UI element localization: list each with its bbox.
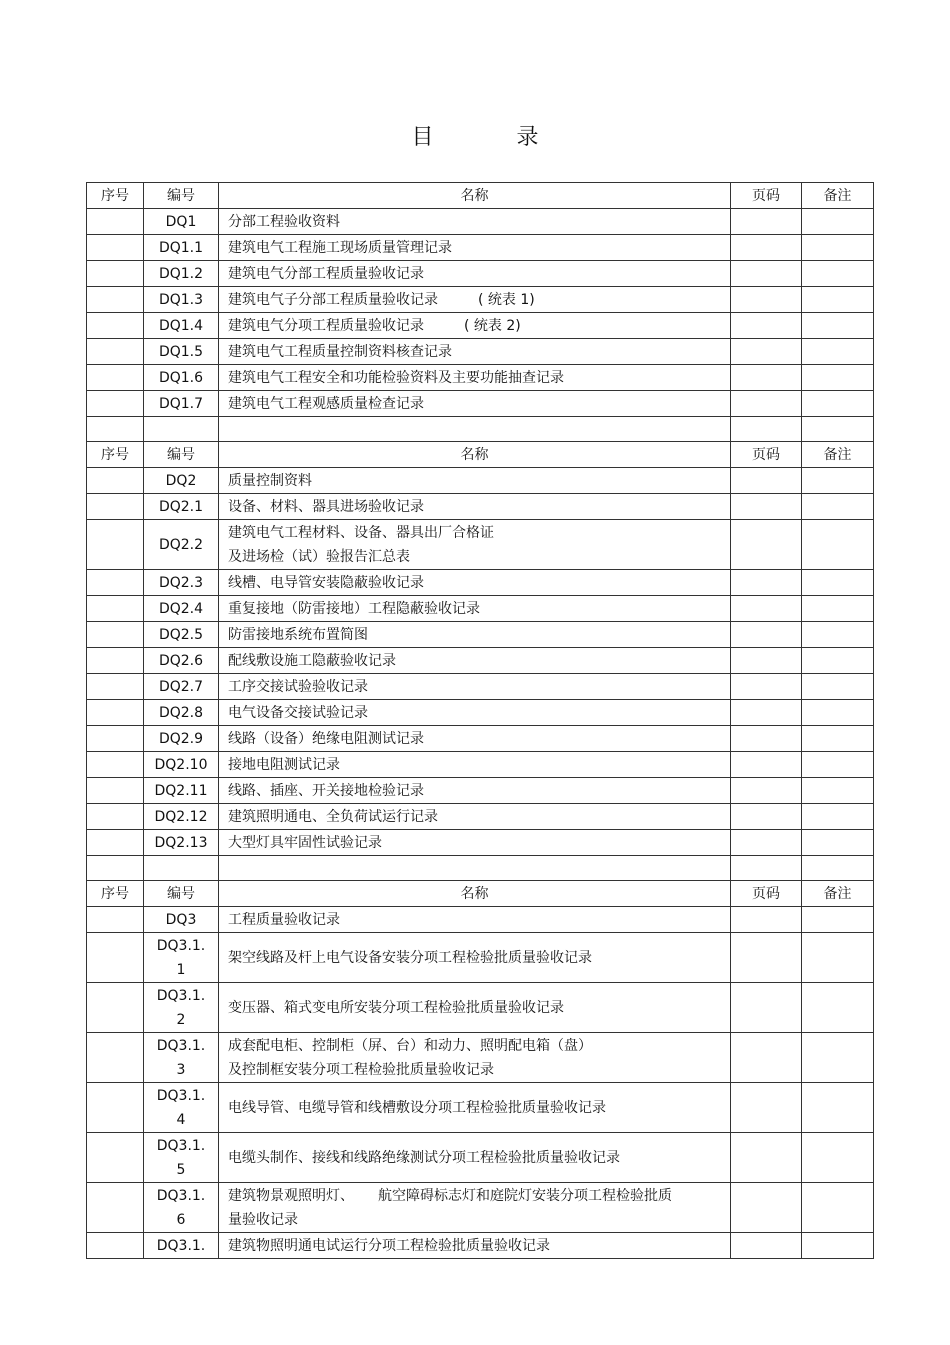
row-code-text: DQ2.2	[158, 536, 204, 553]
row-code-text: DQ2.5	[158, 626, 204, 643]
empty-cell	[802, 417, 874, 442]
row-seq	[87, 570, 144, 596]
row-code	[144, 622, 219, 648]
row-code-text: DQ3.1.	[156, 1037, 206, 1054]
table-row	[87, 1033, 874, 1083]
row-note	[802, 622, 874, 648]
empty-cell	[731, 856, 802, 881]
row-code-text: DQ2.4	[158, 600, 204, 617]
table-row	[87, 261, 874, 287]
row-page	[731, 287, 802, 313]
row-seq	[87, 468, 144, 494]
empty-cell	[219, 417, 731, 442]
row-name-text: 变压器、箱式变电所安装分项工程检验批质量验收记录	[228, 999, 564, 1016]
row-name-text: 建筑电气工程观感质量检查记录	[228, 395, 424, 412]
row-page	[731, 365, 802, 391]
row-name	[219, 674, 731, 700]
row-page	[731, 1083, 802, 1133]
row-page	[731, 1033, 802, 1083]
row-name-text: 建筑物景观照明灯、	[228, 1187, 354, 1204]
row-page	[731, 804, 802, 830]
row-seq	[87, 287, 144, 313]
header-code: 编号	[144, 183, 219, 209]
table-header-row	[87, 881, 874, 907]
row-page	[731, 570, 802, 596]
table-row	[87, 287, 874, 313]
row-name	[219, 235, 731, 261]
row-code-text-2: 2	[176, 1011, 186, 1028]
empty-cell	[144, 856, 219, 881]
row-code	[144, 933, 219, 983]
table-row	[87, 700, 874, 726]
row-page	[731, 752, 802, 778]
row-name-text: 建筑电气子分部工程质量验收记录	[228, 291, 438, 308]
header-page: 页码	[731, 183, 802, 209]
row-code	[144, 494, 219, 520]
row-name-text: 建筑电气工程材料、设备、器具出厂合格证	[228, 524, 494, 541]
row-seq	[87, 494, 144, 520]
row-seq	[87, 261, 144, 287]
row-code	[144, 313, 219, 339]
row-code	[144, 1033, 219, 1083]
row-name-text-2: 量验收记录	[228, 1211, 298, 1228]
row-name	[219, 261, 731, 287]
table-row	[87, 520, 874, 570]
row-seq	[87, 752, 144, 778]
table-header-row	[87, 183, 874, 209]
row-note	[802, 570, 874, 596]
row-code-text: DQ3.1.	[156, 1237, 206, 1254]
row-seq	[87, 391, 144, 417]
row-name-text: 线路、插座、开关接地检验记录	[228, 782, 424, 799]
row-code-text: DQ2.13	[154, 834, 208, 851]
table-row	[87, 830, 874, 856]
table-row	[87, 468, 874, 494]
row-code-text-2: 1	[176, 961, 186, 978]
row-seq	[87, 596, 144, 622]
row-note	[802, 391, 874, 417]
row-code-text: DQ1.2	[158, 265, 204, 282]
row-page	[731, 933, 802, 983]
row-note	[802, 209, 874, 235]
row-page	[731, 235, 802, 261]
table-row	[87, 339, 874, 365]
row-code-text: DQ2.10	[154, 756, 208, 773]
row-code-text: DQ3.1.	[156, 1087, 206, 1104]
row-note	[802, 596, 874, 622]
row-page	[731, 209, 802, 235]
row-code-text: DQ1.3	[158, 291, 204, 308]
header-note: 备注	[802, 442, 874, 468]
row-name	[219, 1233, 731, 1259]
row-name	[219, 1133, 731, 1183]
row-name	[219, 570, 731, 596]
row-code	[144, 365, 219, 391]
row-name-text: 建筑电气工程施工现场质量管理记录	[228, 239, 452, 256]
row-page	[731, 494, 802, 520]
row-code-text: DQ2.12	[154, 808, 208, 825]
row-name	[219, 287, 731, 313]
row-note	[802, 339, 874, 365]
empty-cell	[219, 856, 731, 881]
row-name-text: 成套配电柜、控制柜（屏、台）和动力、照明配电箱（盘）	[228, 1037, 592, 1054]
row-name	[219, 700, 731, 726]
row-code-text: DQ2.6	[158, 652, 204, 669]
row-name-text: 建筑物照明通电试运行分项工程检验批质量验收记录	[228, 1237, 550, 1254]
row-page	[731, 468, 802, 494]
row-note	[802, 520, 874, 570]
table-row	[87, 596, 874, 622]
row-code-text-2: 4	[176, 1111, 186, 1128]
row-code	[144, 1083, 219, 1133]
table-row	[87, 933, 874, 983]
row-code-text: DQ3.1.	[156, 1187, 206, 1204]
row-code-text: DQ3	[165, 911, 197, 928]
table-row	[87, 391, 874, 417]
row-seq	[87, 339, 144, 365]
row-code-text: DQ2.9	[158, 730, 204, 747]
row-page	[731, 339, 802, 365]
row-name	[219, 778, 731, 804]
row-code-text-2: 3	[176, 1061, 186, 1078]
row-code	[144, 778, 219, 804]
row-name-suffix: ( 统表 2)	[464, 317, 521, 334]
row-code	[144, 209, 219, 235]
row-page	[731, 674, 802, 700]
row-code	[144, 830, 219, 856]
table-row	[87, 726, 874, 752]
row-seq	[87, 907, 144, 933]
row-page	[731, 830, 802, 856]
row-page	[731, 700, 802, 726]
row-name-text: 架空线路及杆上电气设备安装分项工程检验批质量验收记录	[228, 949, 592, 966]
row-name-text: 质量控制资料	[228, 472, 312, 489]
row-code	[144, 1233, 219, 1259]
row-seq	[87, 804, 144, 830]
table-header-row	[87, 442, 874, 468]
row-name	[219, 622, 731, 648]
row-name-text: 防雷接地系统布置简图	[228, 626, 368, 643]
row-page	[731, 648, 802, 674]
header-code: 编号	[144, 881, 219, 907]
row-code	[144, 235, 219, 261]
row-seq	[87, 1233, 144, 1259]
toc-table	[86, 182, 874, 1259]
row-seq	[87, 1083, 144, 1133]
row-name-text: 设备、材料、器具进场验收记录	[228, 498, 424, 515]
row-name-text: 线槽、电导管安装隐蔽验收记录	[228, 574, 424, 591]
row-name	[219, 726, 731, 752]
row-name-text: 配线敷设施工隐蔽验收记录	[228, 652, 396, 669]
header-name: 名称	[219, 442, 731, 468]
row-code	[144, 596, 219, 622]
row-name	[219, 313, 731, 339]
row-name	[219, 830, 731, 856]
row-note	[802, 235, 874, 261]
page-title: 目 录	[411, 125, 577, 150]
row-name	[219, 1033, 731, 1083]
row-page	[731, 596, 802, 622]
table-row	[87, 365, 874, 391]
table-row	[87, 209, 874, 235]
row-name	[219, 1083, 731, 1133]
row-name-text: 建筑电气工程安全和功能检验资料及主要功能抽查记录	[228, 369, 564, 386]
row-page	[731, 313, 802, 339]
row-note	[802, 1233, 874, 1259]
row-page	[731, 983, 802, 1033]
row-code-text: DQ1.1	[158, 239, 204, 256]
header-page: 页码	[731, 442, 802, 468]
row-seq	[87, 674, 144, 700]
row-code	[144, 700, 219, 726]
table-row	[87, 494, 874, 520]
empty-cell	[802, 856, 874, 881]
table-row	[87, 235, 874, 261]
empty-cell	[87, 856, 144, 881]
row-name-text: 线路（设备）绝缘电阻测试记录	[228, 730, 424, 747]
empty-cell	[731, 417, 802, 442]
spacer-row	[87, 417, 874, 442]
table-row	[87, 804, 874, 830]
row-page	[731, 622, 802, 648]
row-code	[144, 648, 219, 674]
row-note	[802, 313, 874, 339]
header-note: 备注	[802, 881, 874, 907]
row-code	[144, 391, 219, 417]
table-row	[87, 648, 874, 674]
row-page	[731, 1133, 802, 1183]
row-page	[731, 520, 802, 570]
row-name	[219, 648, 731, 674]
row-name-text: 重复接地（防雷接地）工程隐蔽验收记录	[228, 600, 480, 617]
row-page	[731, 391, 802, 417]
row-seq	[87, 1133, 144, 1183]
header-seq: 序号	[87, 881, 144, 907]
row-code	[144, 261, 219, 287]
row-code-text: DQ2.3	[158, 574, 204, 591]
row-code-text: DQ2.8	[158, 704, 204, 721]
row-code-text: DQ1.6	[158, 369, 204, 386]
row-code-text-2: 5	[176, 1161, 186, 1178]
table-row	[87, 1183, 874, 1233]
empty-cell	[87, 417, 144, 442]
table-row	[87, 983, 874, 1033]
row-note	[802, 494, 874, 520]
row-note	[802, 287, 874, 313]
row-name	[219, 596, 731, 622]
row-code-text: DQ2.1	[158, 498, 204, 515]
row-code	[144, 570, 219, 596]
row-code	[144, 287, 219, 313]
row-note	[802, 830, 874, 856]
row-seq	[87, 520, 144, 570]
row-name-text: 建筑电气分部工程质量验收记录	[228, 265, 424, 282]
row-seq	[87, 933, 144, 983]
row-seq	[87, 313, 144, 339]
row-name	[219, 520, 731, 570]
table-row	[87, 313, 874, 339]
row-seq	[87, 778, 144, 804]
row-page	[731, 726, 802, 752]
row-name-text: 电线导管、电缆导管和线槽敷设分项工程检验批质量验收记录	[228, 1099, 606, 1116]
row-name	[219, 907, 731, 933]
row-note	[802, 778, 874, 804]
row-seq	[87, 235, 144, 261]
row-code-text: DQ2.11	[154, 782, 208, 799]
row-seq	[87, 726, 144, 752]
row-code	[144, 752, 219, 778]
row-page	[731, 261, 802, 287]
row-name	[219, 752, 731, 778]
row-seq	[87, 365, 144, 391]
row-code-text: DQ1.4	[158, 317, 204, 334]
row-page	[731, 1183, 802, 1233]
row-note	[802, 907, 874, 933]
table-row	[87, 622, 874, 648]
row-name-text: 接地电阻测试记录	[228, 756, 340, 773]
row-seq	[87, 622, 144, 648]
row-name-text-2: 及控制框安装分项工程检验批质量验收记录	[228, 1061, 494, 1078]
row-name	[219, 1183, 731, 1233]
row-page	[731, 778, 802, 804]
row-name	[219, 391, 731, 417]
row-code-text: DQ1.7	[158, 395, 204, 412]
row-note	[802, 1083, 874, 1133]
row-name	[219, 494, 731, 520]
row-code	[144, 804, 219, 830]
row-name-text: 工程质量验收记录	[228, 911, 340, 928]
row-note	[802, 1183, 874, 1233]
row-name	[219, 468, 731, 494]
row-code-text-2: 6	[176, 1211, 186, 1228]
row-seq	[87, 209, 144, 235]
row-code	[144, 520, 219, 570]
row-note	[802, 261, 874, 287]
row-code	[144, 1183, 219, 1233]
row-note	[802, 700, 874, 726]
row-code-text: DQ3.1.	[156, 937, 206, 954]
row-name-text-2: 及进场检（试）验报告汇总表	[228, 548, 410, 565]
row-code-text: DQ3.1.	[156, 987, 206, 1004]
row-seq	[87, 700, 144, 726]
row-code	[144, 907, 219, 933]
header-code: 编号	[144, 442, 219, 468]
header-seq: 序号	[87, 183, 144, 209]
table-row	[87, 1133, 874, 1183]
row-note	[802, 933, 874, 983]
row-note	[802, 468, 874, 494]
row-page	[731, 907, 802, 933]
row-name	[219, 933, 731, 983]
row-name	[219, 339, 731, 365]
row-note	[802, 1033, 874, 1083]
row-name-text-b: 航空障碍标志灯和庭院灯安装分项工程检验批质	[378, 1187, 672, 1204]
row-seq	[87, 648, 144, 674]
row-code-text: DQ2	[165, 472, 197, 489]
table-row	[87, 570, 874, 596]
row-code	[144, 726, 219, 752]
row-code-text: DQ1	[165, 213, 197, 230]
table-row	[87, 674, 874, 700]
table-row	[87, 752, 874, 778]
table-row	[87, 1083, 874, 1133]
row-seq	[87, 1183, 144, 1233]
header-page: 页码	[731, 881, 802, 907]
table-row	[87, 1233, 874, 1259]
row-code-text: DQ2.7	[158, 678, 204, 695]
header-name: 名称	[219, 881, 731, 907]
row-note	[802, 365, 874, 391]
row-code	[144, 468, 219, 494]
row-note	[802, 804, 874, 830]
row-name-text: 大型灯具牢固性试验记录	[228, 834, 382, 851]
row-note	[802, 752, 874, 778]
header-seq: 序号	[87, 442, 144, 468]
row-seq	[87, 983, 144, 1033]
row-code-text: DQ1.5	[158, 343, 204, 360]
row-name-text: 分部工程验收资料	[228, 213, 340, 230]
row-name	[219, 983, 731, 1033]
row-name-text: 工序交接试验验收记录	[228, 678, 368, 695]
header-name: 名称	[219, 183, 731, 209]
row-note	[802, 674, 874, 700]
row-name-text: 电气设备交接试验记录	[228, 704, 368, 721]
row-name-text: 建筑照明通电、全负荷试运行记录	[228, 808, 438, 825]
empty-cell	[144, 417, 219, 442]
row-note	[802, 726, 874, 752]
spacer-row	[87, 856, 874, 881]
table-row	[87, 778, 874, 804]
row-name-text: 建筑电气工程质量控制资料核查记录	[228, 343, 452, 360]
row-name	[219, 209, 731, 235]
row-page	[731, 1233, 802, 1259]
row-note	[802, 648, 874, 674]
row-code-text: DQ3.1.	[156, 1137, 206, 1154]
row-code	[144, 339, 219, 365]
row-code	[144, 674, 219, 700]
row-name	[219, 365, 731, 391]
row-name	[219, 804, 731, 830]
row-code	[144, 983, 219, 1033]
row-note	[802, 983, 874, 1033]
row-name-text: 电缆头制作、接线和线路绝缘测试分项工程检验批质量验收记录	[228, 1149, 620, 1166]
row-seq	[87, 1033, 144, 1083]
row-name-suffix: ( 统表 1)	[478, 291, 535, 308]
header-note: 备注	[802, 183, 874, 209]
row-seq	[87, 830, 144, 856]
row-name-text: 建筑电气分项工程质量验收记录	[228, 317, 424, 334]
row-note	[802, 1133, 874, 1183]
table-row	[87, 907, 874, 933]
row-code	[144, 1133, 219, 1183]
